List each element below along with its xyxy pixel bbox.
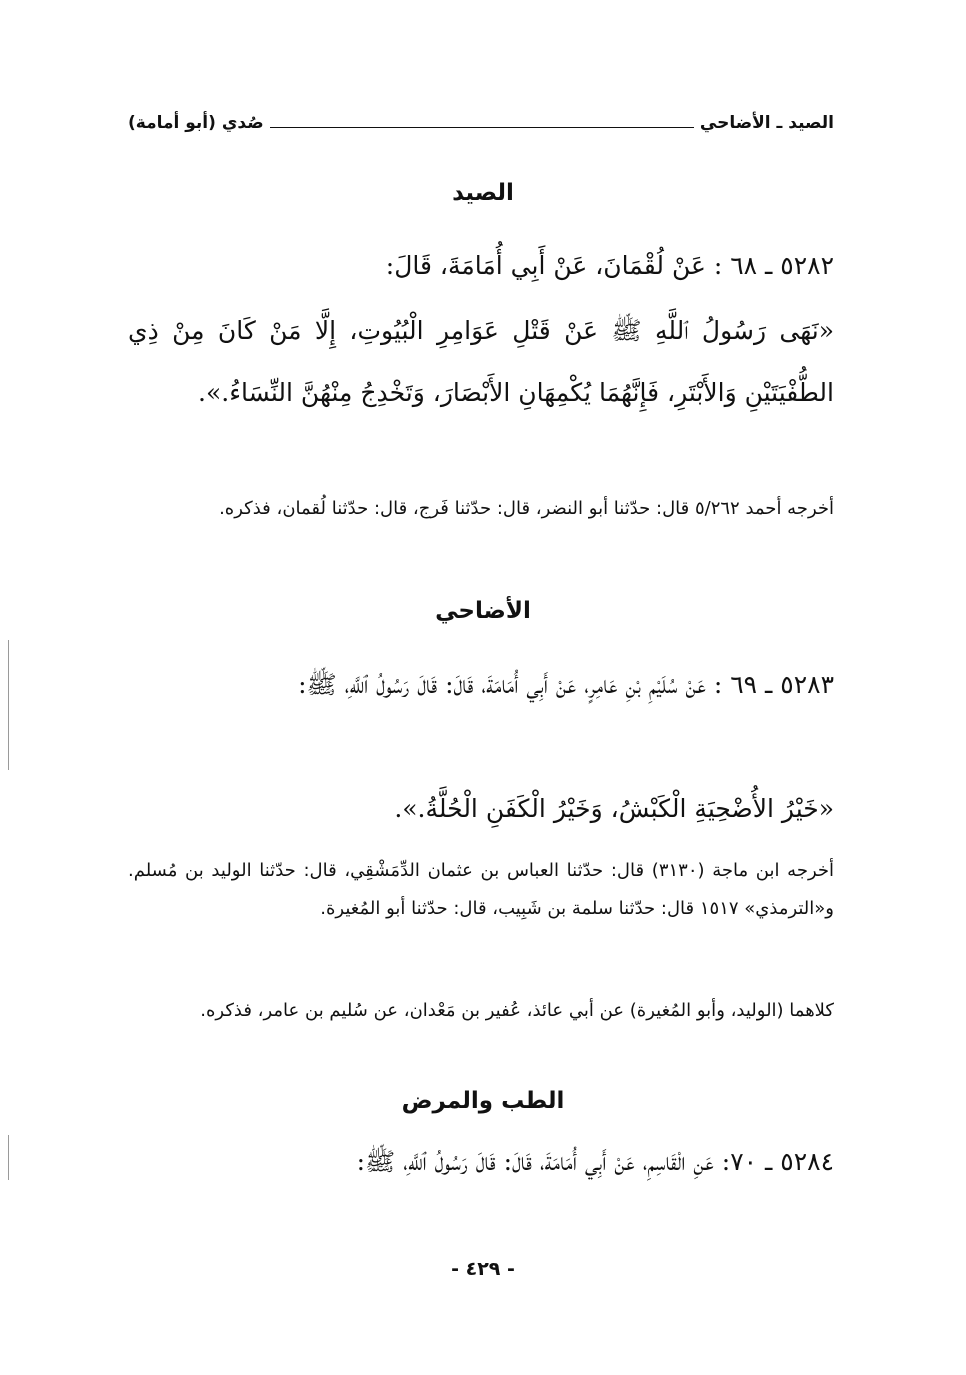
section-title: الطب والمرض [401,1088,565,1114]
scan-edge-mark [8,640,9,770]
hadith-text: «نَهَى رَسُولُ ٱللَّهِ ﷺ عَنْ قَتْلِ عَوَامِرِ الْبُيُوتِ، إِلَّا مَنْ كَانَ مِنْ ذِي الطُّفْيَتَيْنِ وَالأَبْتَرِ، فَإِنَّهُمَا يُكْمِهَانِ الأَبْصَارَ، وَتَخْدِجُ مِنْهُنَّ النِّسَاءُ.». [128,316,834,407]
hadith-intro: ٥٢٨٤ ـ ٧٠: عَنِ الْقَاسِمِ، عَنْ أَبِي أُمَامَةَ، قَالَ: قَالَ رَسُولُ ٱللَّهِ، ﷺ: [356,1147,834,1176]
hadith-intro: ٥٢٨٢ ـ ٦٨ : عَنْ لُقْمَانَ، عَنْ أَبِي أُمَامَةَ، قَالَ: [385,251,834,280]
takhrij-note: كلاهما (الوليد، وأبو المُغيرة) عن أبي عائذ، عُفير بن مَعْدان، عن سُليم بن عامر، فذكره. [200,1000,834,1021]
hadith-intro: ٥٢٨٣ ـ ٦٩ : عَنْ سُلَيْمِ بْنِ عَامِرٍ، عَنْ أَبِي أُمَامَةَ، قَالَ: قَالَ رَسُولُ ٱللَّهِ، ﷺ: [298,670,834,699]
takhrij-note: أخرجه أحمد ٥/٢٦٢ قال: حدّثنا أبو النضر، قال: حدّثنا فَرج، قال: حدّثنا لُقمان، فذكره. [219,498,834,519]
header-chapter: الصيد ـ الأضاحي [699,113,834,133]
running-header [128,108,834,138]
page-number: - ٤٢٩ - [451,1258,515,1280]
header-narrator: صُدي (أبو أمامة) [128,113,264,133]
takhrij-note: أخرجه ابن ماجة (٣١٣٠) قال: حدّثنا العباس بن عثمان الدِّمَشْقِي، قال: حدّثنا الوليد بن مُسلم. و«الترمذي» ١٥١٧ قال: حدّثنا سلمة بن شَبِيب، قال: حدّثنا أبو المُغيرة. [128,860,835,919]
section-title: الصيد [452,180,514,206]
section-title: الأضاحي [435,598,531,624]
header-rule [270,127,694,128]
scan-edge-mark [8,1135,9,1180]
hadith-text: «خَيْرُ الأُضْحِيَةِ الْكَبْشُ، وَخَيْرُ الْكَفَنِ الْحُلَّةُ.». [394,794,834,823]
